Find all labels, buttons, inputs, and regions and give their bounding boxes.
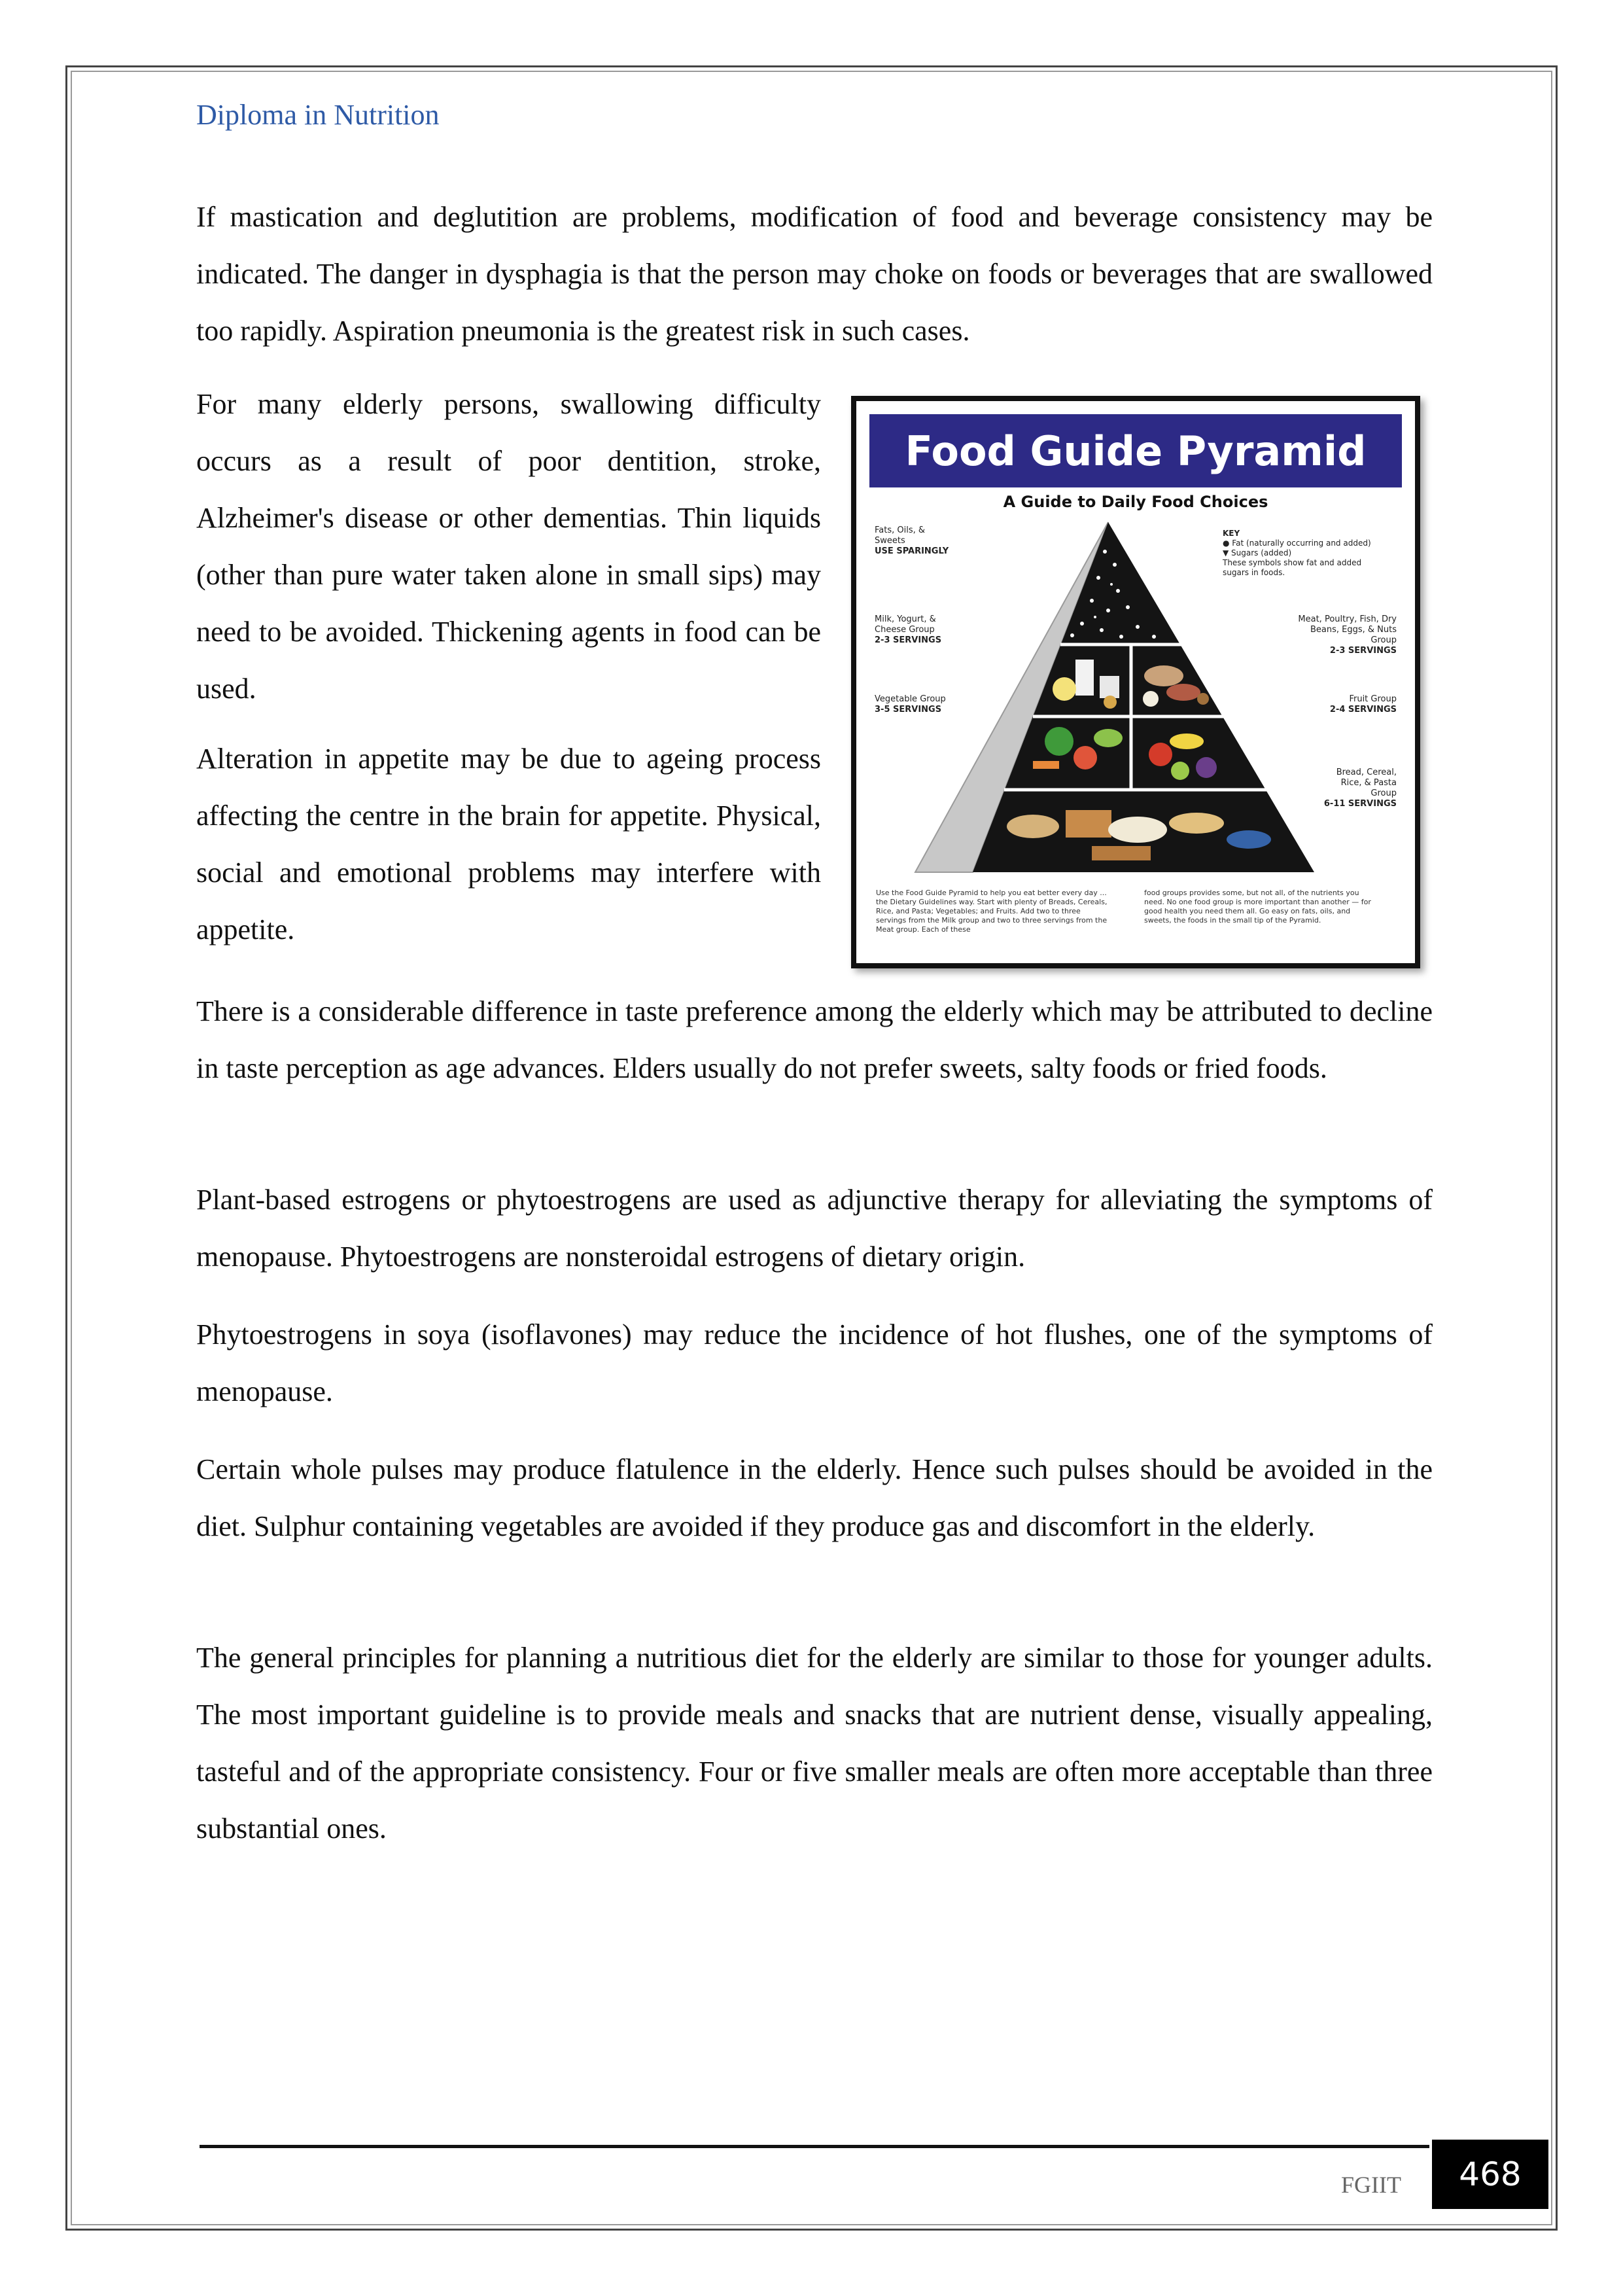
figure-caption-left: Use the Food Guide Pyramid to help you eat better every day ... the Dietary Guidelines way. Start with plenty of Breads, Cereals, Rice, and Pasta; Vegetables; and Fruits. Add two to three servings from the Milk group and two to three servings from the Meat group. Each of these bbox=[876, 889, 1108, 934]
paragraph-pulses-flatulence: Certain whole pulses may produce flatulence in the elderly. Hence such pulses should be avoided in the diet. Sulphur containing vegetables are avoided if they produce gas and discomfort in the elderly. bbox=[196, 1453, 1433, 1542]
vegetable-group-label: Vegetable Group 3-5 SERVINGS bbox=[875, 694, 946, 715]
paragraph-taste-preference: There is a considerable difference in taste preference among the elderly which may be attributed to decline in taste perception as age advances. Elders usually do not prefer sweets, salty foods or fried foods. bbox=[196, 995, 1433, 1084]
figure-caption-right: food groups provides some, but not all, of the nutrients you need. No one food group is more important than another — for good health you need them all. Go easy on fats, oils, and sweets, the foods in the small tip of the Pyramid. bbox=[1144, 889, 1371, 925]
fats-group-label: Fats, Oils, & Sweets USE SPARINGLY bbox=[875, 525, 949, 556]
footer-organization: FGIIT bbox=[1341, 2172, 1401, 2198]
footer-rule bbox=[200, 2145, 1429, 2148]
key-sugar: ▼ Sugars (added) bbox=[1223, 548, 1292, 557]
milk-group-label: Milk, Yogurt, & Cheese Group 2-3 SERVINGS bbox=[875, 614, 942, 645]
key-title: KEY bbox=[1223, 529, 1240, 538]
running-header: Diploma in Nutrition bbox=[196, 99, 440, 131]
page-number: 468 bbox=[1432, 2140, 1548, 2209]
pyramid-illustration bbox=[856, 401, 1415, 963]
figure-subtitle: A Guide to Daily Food Choices bbox=[1003, 493, 1268, 511]
meat-group-label: Meat, Poultry, Fish, Dry Beans, Eggs, & Nuts Group 2-3 SERVINGS bbox=[1298, 614, 1397, 656]
fruit-group-label: Fruit Group 2-4 SERVINGS bbox=[1329, 694, 1397, 715]
paragraph-soya-isoflavones: Phytoestrogens in soya (isoflavones) may reduce the incidence of hot flushes, one of the symptoms of menopause. bbox=[196, 1318, 1433, 1407]
paragraph-appetite: Alteration in appetite may be due to ageing process affecting the centre in the brain for appetite. Physical, social and emotional problems may interfere with appetite. bbox=[196, 743, 821, 945]
paragraph-swallowing-difficulty: For many elderly persons, swallowing difficulty occurs as a result of poor dentition, stroke, Alzheimer's disease or other dementias. Thin liquids (other than pure water taken alone in small sips) may need to be avoided. Thickening agents in food can be used. bbox=[196, 388, 821, 705]
key-note: These symbols show fat and added sugars in foods. bbox=[1223, 558, 1362, 577]
paragraph-general-principles: The general principles for planning a nutritious diet for the elderly are similar to those for younger adults. The most important guideline is to provide meals and snacks that are nutrient dense, visually appealing, tasteful and of the appropriate consistency. Four or five smaller meals are often more acceptable than three substantial ones. bbox=[196, 1642, 1433, 1845]
food-guide-pyramid-figure bbox=[851, 396, 1420, 968]
bread-group-label: Bread, Cereal, Rice, & Pasta Group 6-11 SERVINGS bbox=[1323, 768, 1397, 809]
figure-title: Food Guide Pyramid bbox=[869, 414, 1402, 487]
figure-key bbox=[1223, 529, 1383, 578]
paragraph-phytoestrogens: Plant-based estrogens or phytoestrogens are used as adjunctive therapy for alleviating the symptoms of menopause. Phytoestrogens are nonsteroidal estrogens of dietary origin. bbox=[196, 1184, 1433, 1273]
paragraph-dysphagia: If mastication and deglutition are problems, modification of food and beverage consistency may be indicated. The danger in dysphagia is that the person may choke on foods or beverages that are swallowed too rapidly. Aspiration pneumonia is the greatest risk in such cases. bbox=[196, 201, 1433, 347]
key-fat: ● Fat (naturally occurring and added) bbox=[1223, 539, 1371, 548]
